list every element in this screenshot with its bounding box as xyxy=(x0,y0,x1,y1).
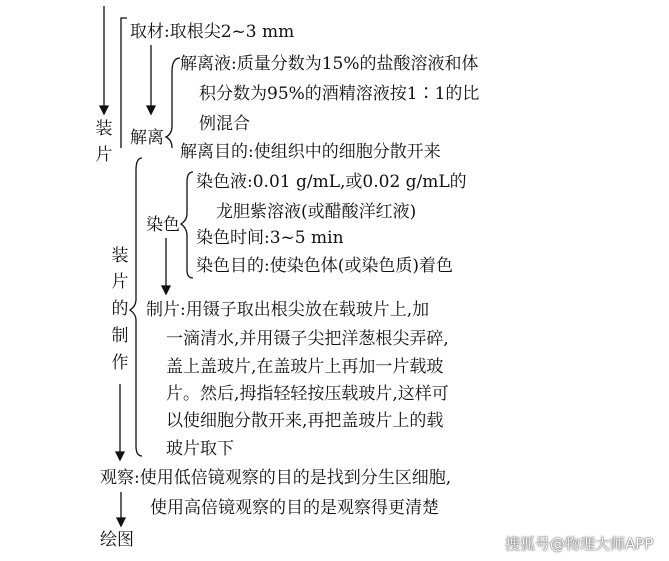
zhipian-line-2: 一滴清水,并用镊子尖把洋葱根尖弄碎, xyxy=(166,329,449,349)
jielie-label: 解离 xyxy=(130,128,164,148)
qucai-text: 取材:取根尖2~3 mm xyxy=(130,22,295,42)
zhuangpian-char-2: 片 xyxy=(111,272,129,292)
guancha-line-2: 使用高倍镜观察的目的是观察得更清楚 xyxy=(150,498,439,518)
zhipian-line-4: 片。然后,拇指轻轻按压载玻片,这样可 xyxy=(166,384,449,404)
ranse-mudi: 染色目的:使染色体(或染色质)着色 xyxy=(196,256,453,276)
watermark: 搜狐号@物理大师APP xyxy=(505,535,654,553)
zhuangpian-char-3: 的 xyxy=(111,299,129,319)
zhuang-cut-text: 装 片 xyxy=(95,119,113,165)
jielie-ye-line-3: 例混合 xyxy=(199,114,250,134)
zhuangpian-char-5: 作 xyxy=(111,353,129,373)
zhipian-line-6: 玻片取下 xyxy=(166,439,234,459)
zhipian-line-1: 制片:用镊子取出根尖放在载玻片上,加 xyxy=(146,300,430,320)
ranse-time: 染色时间:3~5 min xyxy=(196,228,344,248)
jielie-ye-line-1: 解离液:质量分数为15%的盐酸溶液和体 xyxy=(180,54,479,74)
ranse-ye-line-1: 染色液:0.01 g/mL,或0.02 g/mL的 xyxy=(196,172,467,192)
zhipian-line-3: 盖上盖玻片,在盖玻片上再加一片载玻 xyxy=(166,357,444,377)
ranse-ye-line-2: 龙胆紫溶液(或醋酸洋红液) xyxy=(216,202,417,222)
ranse-label: 染色 xyxy=(146,215,180,235)
jielie-ye-line-2: 积分数为95%的酒精溶液按1∶1的比 xyxy=(199,84,480,104)
zhuangpian-char-4: 制 xyxy=(111,326,129,346)
huitu-text: 绘图 xyxy=(100,530,134,550)
guancha-line-1: 观察:使用低倍镜观察的目的是找到分生区细胞, xyxy=(100,468,452,488)
zhuangpian-char-1: 装 xyxy=(111,246,129,266)
zhipian-line-5: 以使细胞分散开来,再把盖玻片上的载 xyxy=(166,411,444,431)
jielie-cut-text: 解离目的:使组织中的细胞分散开来 xyxy=(180,142,441,162)
zhuang-cut-clip xyxy=(92,116,116,165)
